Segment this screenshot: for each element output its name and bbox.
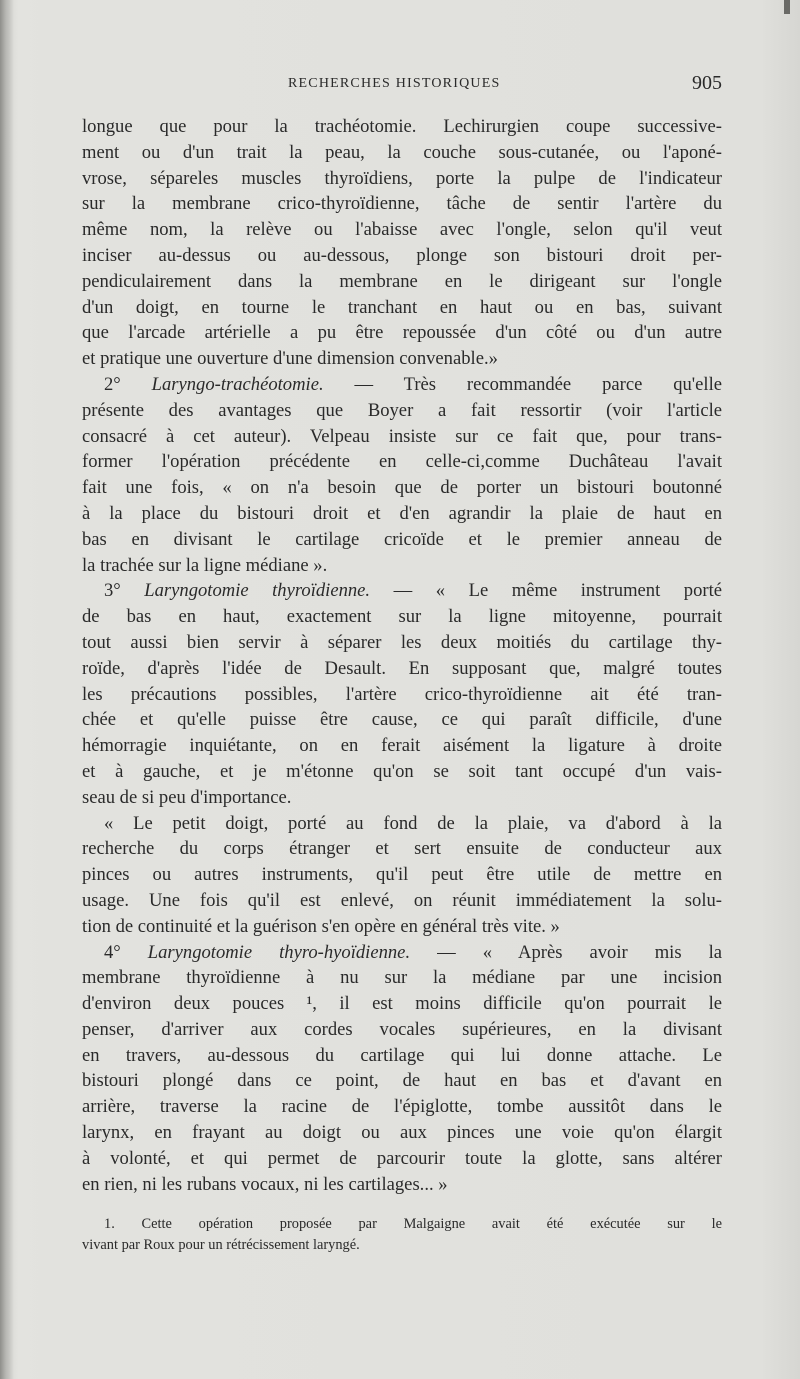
text-line: pinces ou autres instruments, qu'il peut être utile de mettre en	[82, 864, 722, 886]
text-line: vrose, sépareles muscles thyroïdiens, porte la pulpe de l'indicateur	[82, 167, 722, 189]
section-2-text: Très recommandée parce qu'elle	[403, 373, 722, 395]
text-line: et pratique une ouverture d'une dimension convenable.»	[82, 348, 498, 370]
section-4-line	[82, 940, 722, 966]
text-line: la trachée sur la ligne médiane ».	[82, 554, 328, 576]
binding-shadow	[0, 0, 14, 1379]
section-3-number: 3°	[104, 580, 121, 602]
text-line: les précautions possibles, l'artère crico-thyroïdienne ait été tran-	[82, 683, 722, 705]
section-2-title: Laryngo-trachéotomie.	[151, 373, 324, 395]
text-line: à la place du bistouri droit et d'en agrandir la plaie de haut en	[82, 502, 722, 524]
section-3-line	[82, 578, 722, 604]
text-line: chée et qu'elle puisse être cause, ce qui paraît difficile, d'une	[82, 709, 722, 731]
text-line: fait une fois, « on n'a besoin que de porter un bistouri boutonné	[82, 477, 722, 499]
footnote-line: 1. Cette opération proposée par Malgaigne avait été exécutée sur le	[104, 1216, 722, 1232]
text-line: inciser au-dessus ou au-dessous, plonge son bistouri droit per-	[82, 244, 722, 266]
text-line: former l'opération précédente en celle-ci,comme Duchâteau l'avait	[82, 451, 722, 473]
text-line: bistouri plongé dans ce point, de haut en bas et d'avant en	[82, 1070, 722, 1092]
section-4-text: « Après avoir mis la	[482, 941, 722, 963]
text-line: penser, d'arriver aux cordes vocales supérieures, en la divisant	[82, 1018, 722, 1040]
text-line: consacré à cet auteur). Velpeau insiste sur ce fait que, pour trans-	[82, 425, 722, 447]
section-4-number: 4°	[104, 941, 121, 963]
footnote	[82, 1214, 722, 1256]
text-line: en travers, au-dessous du cartilage qui lui donne attache. Le	[82, 1044, 722, 1066]
section-4-title: Laryngotomie thyro-hyoïdienne.	[147, 941, 411, 963]
text-line: de bas en haut, exactement sur la ligne mitoyenne, pourrait	[82, 606, 722, 628]
text-line: bas en divisant le cartilage cricoïde et le premier anneau de	[82, 528, 722, 550]
text-line: même nom, la relève ou l'abaisse avec l'ongle, selon qu'il veut	[82, 219, 722, 241]
section-3-title: Laryngotomie thyroïdienne.	[144, 580, 371, 602]
section-2-line	[82, 372, 722, 398]
text-line: « Le petit doigt, porté au fond de la plaie, va d'abord à la	[104, 812, 722, 834]
text-line: roïde, d'après l'idée de Desault. En supposant que, malgré toutes	[82, 657, 722, 679]
scan-mark	[784, 0, 790, 14]
running-title: RECHERCHES HISTORIQUES	[288, 76, 501, 91]
text-line: larynx, en frayant au doigt ou aux pinces une voie qu'on élargit	[82, 1122, 722, 1144]
text-line: d'environ deux pouces ¹, il est moins difficile qu'on pourrait le	[82, 993, 722, 1015]
section-4-dash: —	[437, 941, 456, 963]
text-line: que l'arcade artérielle a pu être repoussée d'un côté ou d'un autre	[82, 322, 722, 344]
text-line: usage. Une fois qu'il est enlevé, on réunit immédiatement la solu-	[82, 889, 722, 911]
text-line: d'un doigt, en tourne le tranchant en haut ou en bas, suivant	[82, 296, 722, 318]
text-line: à volonté, et qui permet de parcourir toute la glotte, sans altérer	[82, 1147, 722, 1169]
text-line: recherche du corps étranger et sert ensuite de conducteur aux	[82, 838, 722, 860]
text-line: membrane thyroïdienne à nu sur la médiane par une incision	[82, 967, 722, 989]
section-2-number: 2°	[104, 373, 121, 395]
section-3-text: « Le même instrument porté	[435, 580, 722, 602]
text-line: pendiculairement dans la membrane en le dirigeant sur l'ongle	[82, 270, 722, 292]
footnote-line: vivant par Roux pour un rétrécissement laryngé.	[82, 1237, 360, 1253]
text-line: ment ou d'un trait la peau, la couche sous-cutanée, ou l'aponé-	[82, 141, 722, 163]
text-line: hémorragie inquiétante, on en ferait aisément la ligature à droite	[82, 735, 722, 757]
text-line: présente des avantages que Boyer a fait ressortir (voir l'article	[82, 399, 722, 421]
text-line: seau de si peu d'importance.	[82, 786, 292, 808]
section-2-dash: —	[354, 373, 374, 395]
text-line: arrière, traverse la racine de l'épiglotte, tombe aussitôt dans le	[82, 1096, 722, 1118]
text-line: longue que pour la trachéotomie. Lechirurgien coupe successive-	[82, 116, 722, 137]
text-line: tout aussi bien servir à séparer les deux moitiés du cartilage thy-	[82, 631, 722, 653]
running-head	[82, 72, 722, 98]
text-line: et à gauche, et je m'étonne qu'on se soit tant occupé d'un vais-	[82, 760, 722, 782]
text-line: sur la membrane crico-thyroïdienne, tâche de sentir l'artère du	[82, 193, 722, 215]
section-3-dash: —	[393, 580, 413, 602]
body-text	[82, 114, 722, 1197]
text-line: tion de continuité et la guérison s'en opère en général très vite. »	[82, 915, 560, 937]
text-line: en rien, ni les rubans vocaux, ni les cartilages... »	[82, 1173, 448, 1195]
page-number: 905	[692, 72, 722, 94]
